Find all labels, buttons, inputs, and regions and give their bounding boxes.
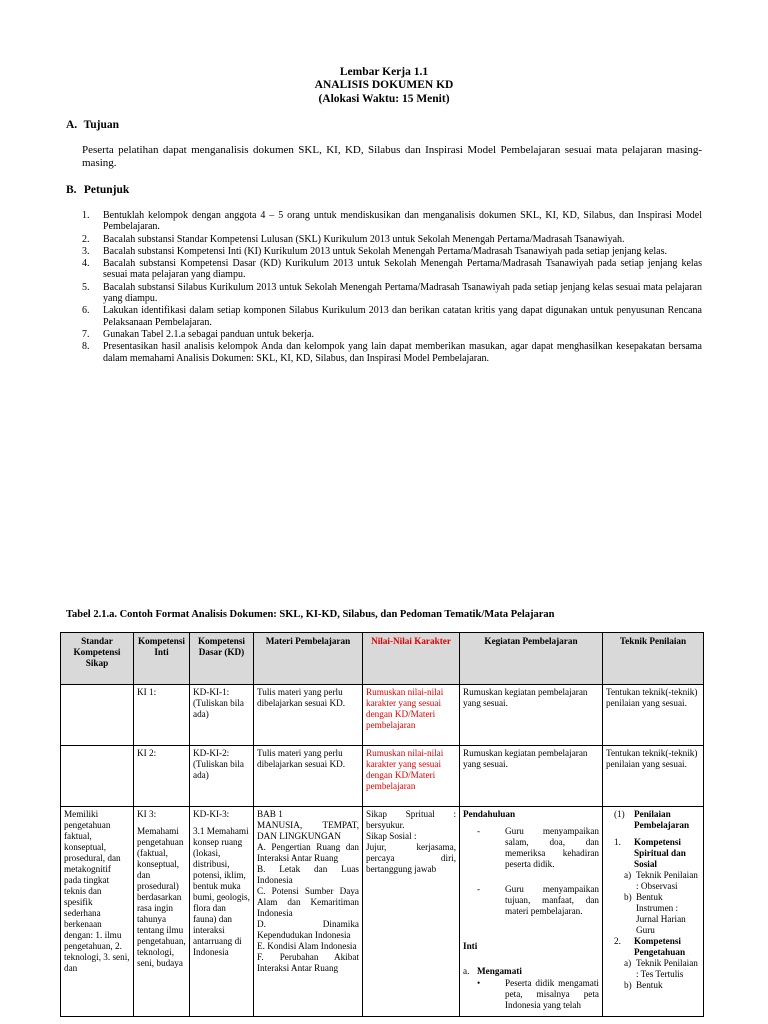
header-kompetensi-inti: Kompetensi Inti (134, 633, 190, 685)
materi-line: F. Perubahan Akibat Interaksi Antar Ruang (257, 952, 359, 973)
section-a-label: A. (66, 119, 78, 131)
teknik-text: Teknik Penilaian : Observasi (636, 870, 698, 891)
step-text: Bentuklah kelompok dengan anggota 4 – 5 orang untuk mendiskusikan dan menganalisis dokumen SKL, KI, KD, Silabus, dan Inspirasi Model Pembelajaran. (103, 210, 702, 233)
cell-teknik: Tentukan teknik(-teknik) penilaian yang sesuai. (603, 746, 704, 807)
instruction-item (82, 258, 702, 281)
nilai-line: Sikap Sosial : (366, 831, 417, 841)
teknik-item (606, 870, 700, 892)
kompetensi-heading (606, 837, 700, 870)
list-letter: a) (624, 870, 632, 880)
step-text: Presentasikan hasil analisis kelompok Anda dan kelompok yang lain dapat memberikan masukan, agar dapat menghasilkan kesepakatan bersama dalam memahami Analisis Dokumen: SKL, KI, KD, Silabus, dan Inspirasi Model Pembelajaran. (103, 341, 702, 364)
table-header-row (61, 633, 704, 685)
instruction-item (82, 282, 702, 305)
step-number: 5. (82, 281, 90, 293)
nilai-line: Sikap Spritual : bersyukur. (366, 809, 456, 830)
kd-text: 3.1 Memahami konsep ruang (lokasi, distribusi, potensi, iklim, bentuk muka bumi, geologis, flora dan fauna) dan interaksi antarruang di Indonesia (193, 826, 250, 957)
step-number: 8. (82, 341, 90, 353)
cell-ki: KI 1: (134, 685, 190, 746)
teknik-item (606, 958, 700, 980)
worksheet-title: Lembar Kerja 1.1 (339, 66, 429, 78)
step-text: Lakukan identifikasi dalam setiap komponen Silabus Kurikulum 2013 dan berikan catatan kritis yang dapat digunakan untuk penyusunan Rencana Pelaksanaan Pembelajaran. (103, 305, 702, 328)
cell-teknik (603, 807, 704, 1017)
table-row (61, 685, 704, 746)
worksheet-subtitle: ANALISIS DOKUMEN KD (314, 79, 454, 91)
materi-line: BAB 1 (257, 809, 283, 819)
instruction-item (82, 305, 702, 328)
step-number: 3. (82, 245, 90, 257)
section-a-title: Tujuan (83, 119, 120, 131)
header-teknik-penilaian: Teknik Penilaian (603, 633, 704, 685)
kompetensi-title: Kompetensi Spiritual dan Sosial (634, 837, 686, 869)
list-letter: a) (624, 958, 632, 968)
section-b-title: Petunjuk (83, 184, 130, 196)
mengamati-heading (463, 966, 599, 977)
cell-materi: Tulis materi yang perlu dibelajarkan sesuai KD. (254, 746, 363, 807)
step-number: 1. (82, 210, 90, 221)
step-number: 7. (82, 328, 90, 340)
bullet-marker: • (477, 978, 481, 988)
table-caption: Tabel 2.1.a. Contoh Format Analisis Dokumen: SKL, KI-KD, Silabus, dan Pedoman Tematik/Mata Pelajaran (66, 609, 555, 620)
materi-line: C. Potensi Sumber Daya Alam dan Kemaritiman Indonesia (257, 886, 359, 918)
cell-skl: Memiliki pengetahuan faktual, konseptual, prosedural, dan metakognitif pada tingkat teknis dan spesifik sederhana berkenaan dengan: 1. ilmu pengetahuan, 2. teknologi, 3. seni, dan (61, 807, 134, 1017)
list-letter: b) (624, 980, 632, 990)
cell-kegiatan (460, 807, 603, 1017)
list-number: 1. (614, 837, 621, 847)
materi-line: MANUSIA, TEMPAT, DAN LINGKUNGAN (257, 820, 359, 841)
penilaian-heading (606, 809, 700, 831)
analysis-table (60, 632, 704, 1017)
inti-heading: Inti (463, 941, 478, 951)
cell-skl (61, 746, 134, 807)
list-number: (1) (614, 809, 625, 819)
step-number: 4. (82, 258, 90, 270)
cell-materi: Tulis materi yang perlu dibelajarkan sesuai KD. (254, 685, 363, 746)
step-text: Gunakan Tabel 2.1.a sebagai panduan untuk bekerja. (103, 328, 314, 340)
step-text: Bacalah substansi Kompetensi Inti (KI) Kurikulum 2013 untuk Sekolah Menengah Pertama/Madrasah Tsanawiyah pada setiap jenjang kelas. (103, 245, 667, 257)
instruction-item (82, 234, 702, 245)
header-nilai-karakter: Nilai-Nilai Karakter (363, 633, 460, 685)
materi-line: B. Letak dan Luas Indonesia (257, 864, 359, 885)
cell-kegiatan: Rumuskan kegiatan pembelajaran yang sesuai. (460, 685, 603, 746)
section-a-text: Peserta pelatihan dapat menganalisis dokumen SKL, KI, KD, Silabus dan Inspirasi Model Pembelajaran sesuai mata pelajaran masing-masing. (82, 144, 702, 169)
dash-marker: - (477, 884, 481, 894)
mengamati-title: Mengamati (477, 966, 522, 976)
cell-kegiatan: Rumuskan kegiatan pembelajaran yang sesuai. (460, 746, 603, 807)
materi-line: A. Pengertian Ruang dan Interaksi Antar Ruang (257, 842, 359, 863)
kompetensi-title: Kompetensi Pengetahuan (634, 936, 686, 957)
list-letter: a. (463, 966, 470, 976)
teknik-text: Bentuk Instrumen : Jurnal Harian Guru (636, 892, 686, 935)
cell-kd: KD-KI-1: (Tuliskan bila ada) (190, 685, 254, 746)
cell-kd (190, 807, 254, 1017)
cell-nilai: Rumuskan nilai-nilai karakter yang sesuai dengan KD/Materi pembelajaran (363, 746, 460, 807)
teknik-text: Teknik Penilaian : Tes Tertulis (636, 958, 698, 979)
cell-teknik: Tentukan teknik(-teknik) penilaian yang sesuai. (603, 685, 704, 746)
kegiatan-text: Guru menyampaikan salam, doa, dan memeriksa kehadiran peserta didik. (505, 826, 599, 869)
kegiatan-item (463, 978, 599, 1011)
list-letter: b) (624, 892, 632, 902)
cell-skl (61, 685, 134, 746)
materi-line: E. Kondisi Alam Indonesia (257, 941, 357, 951)
header-materi: Materi Pembelajaran (254, 633, 363, 685)
teknik-item (606, 892, 700, 936)
cell-nilai (363, 807, 460, 1017)
materi-line: D. Dinamika Kependudukan Indonesia (257, 919, 359, 940)
list-number: 2. (614, 936, 621, 946)
cell-kd: KD-KI-2: (Tuliskan bila ada) (190, 746, 254, 807)
penilaian-title: Penilaian Pembelajaran (634, 809, 690, 830)
instruction-item (82, 210, 702, 233)
kegiatan-text: Peserta didik mengamati peta, misalnya peta Indonesia yang telah (505, 978, 599, 1010)
table-row (61, 807, 704, 1017)
step-text: Bacalah substansi Silabus Kurikulum 2013 untuk Sekolah Menengah Pertama/Madrasah Tsanawiyah pada setiap jenjang kelas sesuai mata pelajaran yang diampu. (103, 281, 702, 305)
header-kegiatan: Kegiatan Pembelajaran (460, 633, 603, 685)
instruction-list (82, 210, 702, 365)
step-text: Bacalah substansi Standar Kompetensi Lulusan (SKL) Kurikulum 2013 untuk Sekolah Menengah Pertama/Madrasah Tsanawiyah. (103, 233, 625, 245)
ki-text: Memahami pengetahuan (faktual, konseptual, dan prosedural) berdasarkan rasa ingin tahunya tentang ilmu pengetahuan, teknologi, seni, budaya (137, 826, 186, 968)
kegiatan-item (463, 826, 599, 870)
time-allocation: (Alokasi Waktu: 15 Menit) (318, 93, 450, 105)
header-kompetensi-dasar: Kompetensi Dasar (KD) (190, 633, 254, 685)
section-a-heading (66, 119, 119, 131)
kegiatan-item (463, 884, 599, 917)
section-b-label: B. (66, 184, 77, 196)
step-number: 6. (82, 305, 90, 317)
step-text: Bacalah substansi Kompetensi Dasar (KD) Kurikulum 2013 untuk Sekolah Menengah Pertama/Madrasah Tsanawiyah pada setiap jenjang kelas sesuai mata pelajaran yang diampu. (103, 258, 702, 281)
table-row (61, 746, 704, 807)
kegiatan-text: Guru menyampaikan tujuan, manfaat, dan materi pembelajaran. (505, 884, 599, 916)
cell-ki (134, 807, 190, 1017)
section-b-heading (66, 184, 129, 196)
kompetensi-heading (606, 936, 700, 958)
cell-nilai: Rumuskan nilai-nilai karakter yang sesuai dengan KD/Materi pembelajaran (363, 685, 460, 746)
cell-ki: KI 2: (134, 746, 190, 807)
ki-label: KI 3: (137, 809, 157, 819)
dash-marker: - (477, 826, 481, 836)
teknik-text: Bentuk (636, 980, 663, 990)
pendahuluan-heading: Pendahuluan (463, 809, 516, 819)
instruction-item (82, 329, 702, 340)
cell-materi (254, 807, 363, 1017)
instruction-item (82, 246, 702, 257)
header-standar-kompetensi: Standar Kompetensi Sikap (61, 633, 134, 685)
kd-label: KD-KI-3: (193, 809, 230, 819)
step-number: 2. (82, 233, 90, 245)
nilai-line: Jujur, kerjasama, percaya diri, bertanggung jawab (366, 842, 456, 874)
teknik-item (606, 980, 700, 991)
instruction-item (82, 341, 702, 364)
